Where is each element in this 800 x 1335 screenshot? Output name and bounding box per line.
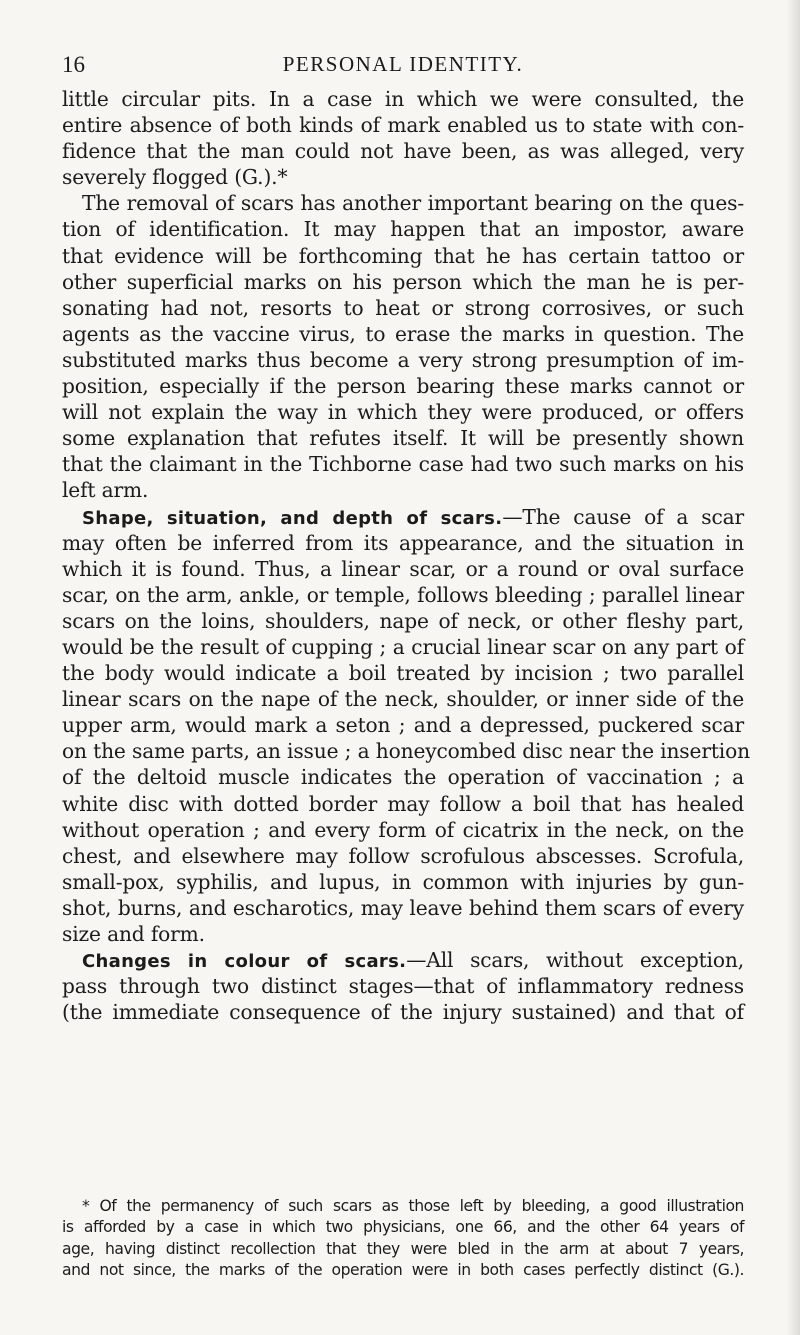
text-line: severely flogged (G.).* [62, 165, 288, 190]
text-line: left arm. [62, 478, 149, 503]
text-line: that the claimant in the Tichborne case had two such marks on his [62, 452, 744, 477]
text-line: agents as the vaccine virus, to erase the marks in question. The [62, 321, 744, 346]
footnote-line: and not since, the marks of the operation were in both cases perfectly distinct (G.). [62, 1260, 744, 1279]
footnote-line: is afforded by a case in which two physicians, one 66, and the other 64 years of [62, 1218, 744, 1237]
heading-continuation: —All scars, without exception, [406, 948, 744, 973]
text-line: sonating had not, resorts to heat or strong corrosives, or such [62, 295, 744, 320]
text-line: upper arm, would mark a seton ; and a depressed, puckered scar [62, 713, 744, 738]
running-head: PERSONAL IDENTITY. [282, 52, 524, 76]
section-heading-shape-situation-depth: Shape, situation, and depth of scars. [82, 507, 503, 529]
text-line: position, especially if the person bearing these marks cannot or [62, 374, 744, 399]
text-line: pass through two distinct stages—that of inflammatory redness [62, 974, 744, 999]
text-line: white disc with dotted border may follow a boil that has healed [62, 791, 744, 816]
footnote [62, 1196, 744, 1281]
text-line: size and form. [62, 922, 205, 946]
page-header [62, 52, 744, 82]
text-line: may often be inferred from its appearance, and the situation in [62, 530, 744, 555]
page-edge-shadow [786, 0, 800, 1335]
text-line: on the same parts, an issue ; a honeycombed disc near the insertion [62, 739, 750, 764]
text-line [62, 947, 744, 973]
text-line: the body would indicate a boil treated by incision ; two parallel [62, 661, 744, 686]
text-line: scars on the loins, shoulders, nape of neck, or other fleshy part, [62, 608, 744, 633]
text-line: (the immediate consequence of the injury sustained) and that of [62, 1000, 744, 1025]
footnote-line: * Of the permanency of such scars as those left by bleeding, a good illustration [82, 1197, 744, 1215]
text-line: scar, on the arm, ankle, or temple, follows bleeding ; parallel linear [62, 582, 744, 607]
text-line: without operation ; and every form of cicatrix in the neck, on the [62, 817, 744, 842]
text-line: some explanation that refutes itself. It will be presently shown [62, 426, 744, 451]
text-line: other superficial marks on his person which the man he is per- [62, 269, 744, 294]
text-line: of the deltoid muscle indicates the operation of vaccination ; a [62, 765, 744, 790]
text-line: that evidence will be forthcoming that he has certain tattoo or [62, 243, 744, 268]
text-line: linear scars on the nape of the neck, shoulder, or inner side of the [62, 687, 744, 712]
text-line: which it is found. Thus, a linear scar, or a round or oval surface [62, 556, 744, 581]
body-text [62, 86, 750, 1025]
text-line: would be the result of cupping ; a crucial linear scar on any part of [62, 634, 744, 659]
section-heading-changes-in-colour: Changes in colour of scars. [82, 951, 407, 973]
text-line: The removal of scars has another important bearing on the ques- [82, 191, 744, 216]
text-line: small-pox, syphilis, and lupus, in common with injuries by gun- [62, 869, 744, 894]
text-line: little circular pits. In a case in which we were consulted, the [62, 87, 744, 111]
text-line: chest, and elsewhere may follow scrofulous abscesses. Scrofula, [62, 843, 744, 868]
text-line: will not explain the way in which they were produced, or offers [62, 400, 744, 425]
text-line [62, 504, 744, 530]
page-number: 16 [62, 52, 85, 77]
text-line: entire absence of both kinds of mark enabled us to state with con- [62, 113, 744, 138]
text-line: shot, burns, and escharotics, may leave behind them scars of every [62, 895, 744, 920]
text-line: tion of identification. It may happen that an impostor, aware [62, 217, 744, 242]
text-line: fidence that the man could not have been, as was alleged, very [62, 139, 744, 164]
text-line: substituted marks thus become a very strong presumption of im- [62, 347, 744, 372]
heading-continuation: —The cause of a scar [502, 504, 744, 529]
footnote-line: age, having distinct recollection that they were bled in the arm at about 7 years, [62, 1239, 744, 1258]
